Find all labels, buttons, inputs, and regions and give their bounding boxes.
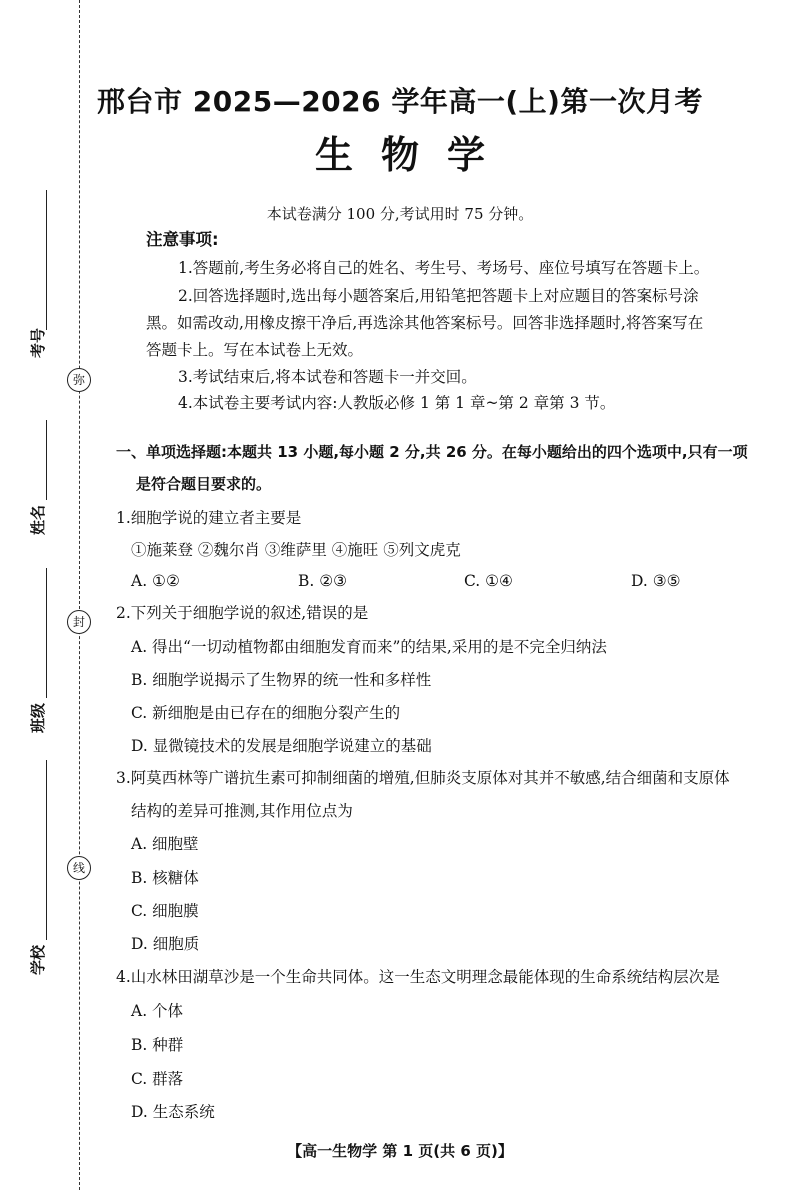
seal-feng: 封 [67, 610, 91, 634]
question-4-option-b: B. 种群 [131, 1036, 184, 1054]
page-footer: 【高一生物学 第 1 页(共 6 页)】 [287, 1142, 513, 1160]
school-label: 学校 [29, 945, 47, 976]
question-2-option-c: C. 新细胞是由已存在的细胞分裂产生的 [131, 704, 401, 722]
question-1-option-c: C. ①④ [464, 572, 513, 590]
notice-item-3: 3.考试结束后,将本试卷和答题卡一并交回。 [178, 368, 477, 386]
question-1-option-a: A. ①② [131, 572, 180, 590]
question-4-option-d: D. 生态系统 [131, 1103, 215, 1121]
exam-number-label: 考号 [29, 328, 47, 359]
notice-item-2-cont: 黑。如需改动,用橡皮擦干净后,再选涂其他答案标号。回答非选择题时,将答案写在 [146, 314, 704, 332]
question-1-items: ①施莱登 ②魏尔肖 ③维萨里 ④施旺 ⑤列文虎克 [131, 541, 461, 559]
seal-mi: 弥 [67, 368, 91, 392]
name-label: 姓名 [29, 505, 47, 536]
question-2-option-b: B. 细胞学说揭示了生物界的统一性和多样性 [131, 671, 432, 689]
question-3-stem: 3.阿莫西林等广谱抗生素可抑制细菌的增殖,但肺炎支原体对其并不敏感,结合细菌和支原体 [116, 769, 730, 787]
question-4-option-a: A. 个体 [131, 1002, 184, 1020]
question-4-stem: 4.山水林田湖草沙是一个生命共同体。这一生态文明理念最能体现的生命系统结构层次是 [116, 968, 720, 986]
notice-item-2-end: 答题卡上。写在本试卷上无效。 [146, 341, 364, 359]
exam-info: 本试卷满分 100 分,考试用时 75 分钟。 [266, 205, 534, 223]
subject-title: 生物学 [314, 133, 513, 177]
section-heading: 一、单项选择题:本题共 13 小题,每小题 2 分,共 26 分。在每小题给出的四个选项中,只有一项 [116, 443, 748, 461]
question-2-stem: 2.下列关于细胞学说的叙述,错误的是 [116, 604, 369, 622]
notice-item-2: 2.回答选择题时,选出每小题答案后,用铅笔把答题卡上对应题目的答案标号涂 [178, 287, 699, 305]
question-3-stem-cont: 结构的差异可推测,其作用位点为 [131, 802, 353, 820]
question-4-option-c: C. 群落 [131, 1070, 184, 1088]
question-3-option-a: A. 细胞壁 [131, 835, 199, 853]
name-rule [46, 420, 47, 500]
seal-xian: 线 [67, 856, 91, 880]
school-rule [46, 760, 47, 940]
question-1-stem: 1.细胞学说的建立者主要是 [116, 509, 302, 527]
question-1-option-b: B. ②③ [298, 572, 348, 590]
class-rule [46, 568, 47, 698]
question-1-option-d: D. ③⑤ [631, 572, 681, 590]
notice-item-4: 4.本试卷主要考试内容:人教版必修 1 第 1 章~第 2 章第 3 节。 [178, 394, 616, 412]
question-3-option-d: D. 细胞质 [131, 935, 200, 953]
exam-title: 邢台市 2025—2026 学年高一(上)第一次月考 [97, 85, 703, 118]
notice-heading: 注意事项: [146, 230, 219, 249]
question-2-option-a: A. 得出“一切动植物都由细胞发育而来”的结果,采用的是不完全归纳法 [131, 638, 607, 656]
question-3-option-b: B. 核糖体 [131, 869, 199, 887]
question-2-option-d: D. 显微镜技术的发展是细胞学说建立的基础 [131, 737, 432, 755]
notice-item-1: 1.答题前,考生务必将自己的姓名、考生号、考场号、座位号填写在答题卡上。 [178, 259, 710, 277]
class-label: 班级 [29, 703, 47, 734]
question-3-option-c: C. 细胞膜 [131, 902, 199, 920]
section-heading-cont: 是符合题目要求的。 [136, 475, 272, 493]
